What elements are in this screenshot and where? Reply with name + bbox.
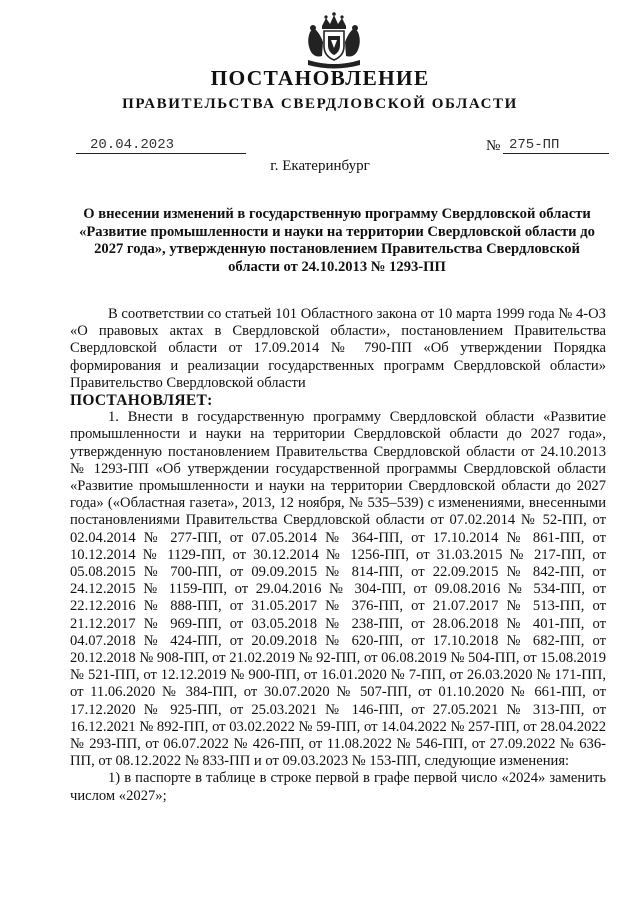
document-city: г. Екатеринбург xyxy=(270,158,370,174)
date-field xyxy=(76,135,246,154)
number-sign: № xyxy=(486,138,501,154)
document-date: 20.04.2023 xyxy=(90,137,175,153)
document-body xyxy=(70,306,606,805)
intro-paragraph: В соответствии со статьей 101 Областного закона от 10 марта 1999 года № 4-ОЗ «О правовых актах в Свердловской области», постановлением Правительства Свердловской области от 17.09.2014 № 790-ПП «Об утверждении Порядка формирования и реализации государственных программ Свердловской области» Правительство Свердловской области xyxy=(70,306,606,391)
document-heading: О внесении изменений в государственную программу Свердловской области «Развитие промышленности и науки на территории Свердловской области до 2027 года», утвержденную постановлением Правительства Свердловской области от 24.10.2013 № 1293-ПП xyxy=(79,206,595,275)
coat-of-arms-emblem xyxy=(302,12,366,70)
document-subtitle: ПРАВИТЕЛЬСТВА СВЕРДЛОВСКОЙ ОБЛАСТИ xyxy=(122,96,518,112)
decree-word: ПОСТАНОВЛЯЕТ: xyxy=(70,392,213,410)
subitem-1-paragraph: 1) в паспорте в таблице в строке первой в графе первой число «2024» заменить числом «2027»; xyxy=(70,770,606,804)
document-number: 275-ПП xyxy=(509,137,560,153)
number-field xyxy=(503,135,609,154)
document-title: ПОСТАНОВЛЕНИЕ xyxy=(210,66,430,90)
item-1-paragraph: 1. Внести в государственную программу Свердловской области «Развитие промышленности и науки на территории Свердловской области до 2027 года», утвержденную постановлением Правительства Свердловской области от 24.10.2013 № 1293-ПП «Об утверждении государственной программы Свердловской области «Развитие промышленности и науки на территории Свердловской области до 2027 года» («Областная газета», 2013, 12 ноября, № 535–539) с изменениями, внесенными постановлениями Правительства Свердловской области от 07.02.2014 № 52-ПП, от 02.04.2014 № 277-ПП, от 07.05.2014 № 364-ПП, от 17.10.2014 № 861-ПП, от 10.12.2014 № 1129-ПП, от 30.12.2014 № 1256-ПП, от 31.03.2015 № 217-ПП, от 05.08.2015 № 700-ПП, от 09.09.2015 № 814-ПП, от 22.09.2015 № 842-ПП, от 24.12.2015 № 1159-ПП, от 29.04.2016 № 304-ПП, от 09.08.2016 № 534-ПП, от 22.12.2016 № 888-ПП, от 31.05.2017 № 376-ПП, от 21.07.2017 № 513-ПП, от 21.12.2017 № 969-ПП, от 03.05.2018 № 238-ПП, от 28.06.2018 № 401-ПП, от 04.07.2018 № 424-ПП, от 20.09.2018 № 620-ПП, от 17.10.2018 № 682-ПП, от 20.12.2018 № 908-ПП, от 21.02.2019 № 92-ПП, от 06.08.2019 № 504-ПП, от 15.08.2019 № 521-ПП, от 12.12.2019 № 900-ПП, от 16.01.2020 № 7-ПП, от 26.03.2020 № 171-ПП, от 11.06.2020 № 384-ПП, от 30.07.2020 № 507-ПП, от 01.10.2020 № 661-ПП, от 17.12.2020 № 925-ПП, от 25.03.2021 № 146-ПП, от 27.05.2021 № 313-ПП, от 16.12.2021 № 892-ПП, от 03.02.2022 № 59-ПП, от 14.04.2022 № 257-ПП, от 28.04.2022 № 293-ПП, от 06.07.2022 № 426-ПП, от 11.08.2022 № 546-ПП, от 27.09.2022 № 636-ПП, от 08.12.2022 № 833-ПП и от 09.03.2023 № 153-ПП, следующие изменения: xyxy=(70,409,606,770)
